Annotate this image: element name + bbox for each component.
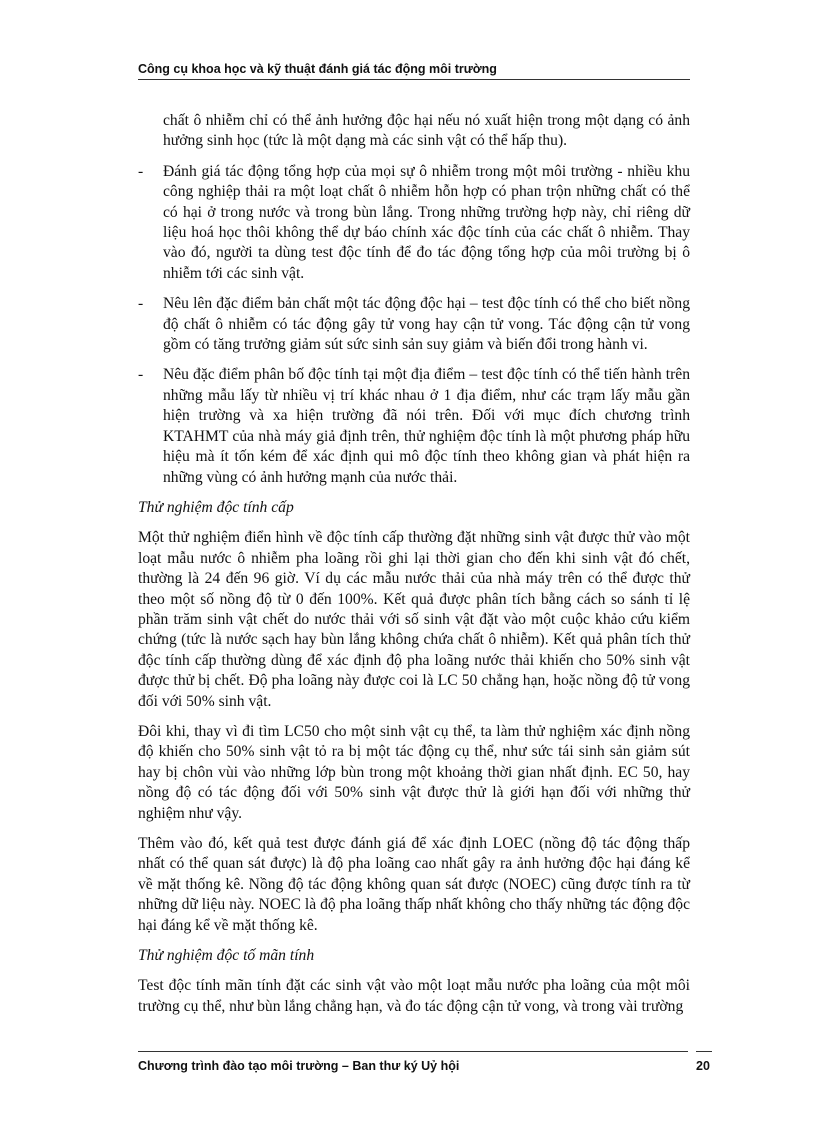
page-body: [138, 111, 690, 1027]
bullet-marker: -: [138, 366, 144, 384]
paragraph: Thêm vào đó, kết quả test được đánh giá để xác định LOEC (nồng độ tác động thấp nhất có thể quan sát được) là độ pha loãng cao nhất gây ra ảnh hưởng độc hại đáng kể về mặt thống kê. Nồng độ tác động không quan sát được (NOEC) cũng được tính ra từ những dữ liệu này. NOEC là độ pha loãng thấp nhất không cho thấy những tác động độc hại đáng kể về mặt thống kê.: [138, 835, 690, 934]
bullet-item: [138, 294, 690, 355]
section-heading-chronic: Thử nghiệm độc tố mãn tính: [138, 947, 315, 965]
bullet-marker: -: [138, 162, 144, 180]
bullet-marker: -: [138, 295, 144, 313]
bullet-item: [138, 162, 690, 284]
bullet-text: Đánh giá tác động tổng hợp của mọi sự ô nhiễm trong một môi trường - nhiều khu công nghiệp thải ra một loạt chất ô nhiễm hỗn hợp có phan trộn những chất có thể có hại ở trong nước và trong bùn lắng. Trong những trường hợp này, chỉ riêng dữ liệu hoá học thôi không thể dự báo chính xác độc tính của các chất ô nhiễm. Thay vào đó, người ta dùng test độc tính để đo tác động tổng hợp của môi trường bị ô nhiễm tới các sinh vật.: [163, 162, 690, 282]
bullet-text: Nêu lên đặc điểm bản chất một tác động độc hại – test độc tính có thể cho biết nồng độ chất ô nhiễm có tác động gây tử vong hay cận tử vong. Tác động cận tử vong gồm có tăng trưởng giảm sút sức sinh sản suy giảm và biến đổi trong hành vi.: [163, 295, 690, 354]
bullet-item: [138, 365, 690, 487]
continuation-paragraph: chất ô nhiễm chỉ có thể ảnh hưởng độc hại nếu nó xuất hiện trong một dạng có ảnh hưởng sinh học (tức là một dạng mà các sinh vật có thể hấp thu).: [163, 112, 690, 150]
bullet-text: Nêu đặc điểm phân bố độc tính tại một địa điểm – test độc tính có thể tiến hành trên những mẫu lấy từ nhiều vị trí khác nhau ở 1 địa điểm, như các trạm lấy mẫu gần hiện trường và xa hiện trường đã nói trên. Đối với mục đích chương trình KTAHMT của nhà máy giả định trên, thử nghiệm độc tính là một phương pháp hữu hiệu mà ít tốn kém để xác định qui mô độc tính theo không gian và phát hiện ra những vùng có ảnh hưởng mạnh của nước thải.: [163, 366, 690, 486]
running-header: Công cụ khoa học và kỹ thuật đánh giá tác động môi trường: [138, 62, 690, 80]
footer-text: Chương trình đào tạo môi trường – Ban thư ký Uỷ hội: [138, 1059, 460, 1073]
section-heading-acute: Thử nghiệm độc tính cấp: [138, 498, 294, 516]
paragraph: Đôi khi, thay vì đi tìm LC50 cho một sinh vật cụ thể, ta làm thử nghiệm xác định nồng độ khiến cho 50% sinh vật tỏ ra bị một tác động cụ thể, như sức tái sinh sản giảm sút hay bị chôn vùi vào những lớp bùn trong một khoảng thời gian nhất định. EC 50, hay nồng độ có tác động đối với 50% sinh vật được thử là giới hạn đối với những thử nghiệm như vậy.: [138, 722, 690, 822]
paragraph: Một thử nghiệm điển hình về độc tính cấp thường đặt những sinh vật được thử vào một loạt mẫu nước ô nhiễm pha loãng rồi ghi lại thời gian cho đến khi sinh vật đó chết, thường là 24 đến 96 giờ. Ví dụ các mẫu nước thải của nhà máy trên có thể được thử theo một số nồng độ từ 0 đến 100%. Kết quả được phân tích bằng cách so sánh tỉ lệ phần trăm sinh vật chết do nước thải với số sinh vật đặt vào một cuộc khảo cứu kiểm chứng (tức là nước sạch hay bùn lắng không chứa chất ô nhiễm). Kết quả phân tích thử độc tính cấp thường dùng để xác định độ pha loãng nước thải khiến cho 50% sinh vật được thử bị chết. Độ pha loãng này được coi là LC 50 chẳng hạn, hoặc nồng độ tử vong đối với 50% sinh vật.: [138, 529, 690, 710]
footer-divider: [138, 1051, 688, 1052]
footer-divider: [696, 1051, 712, 1052]
paragraph: Test độc tính mãn tính đặt các sinh vật vào một loạt mẫu nước pha loãng của một môi trường cụ thể, như bùn lắng chẳng hạn, và đo tác động cận tử vong, và trong vài trường: [138, 977, 690, 1015]
page-number: 20: [696, 1059, 710, 1073]
